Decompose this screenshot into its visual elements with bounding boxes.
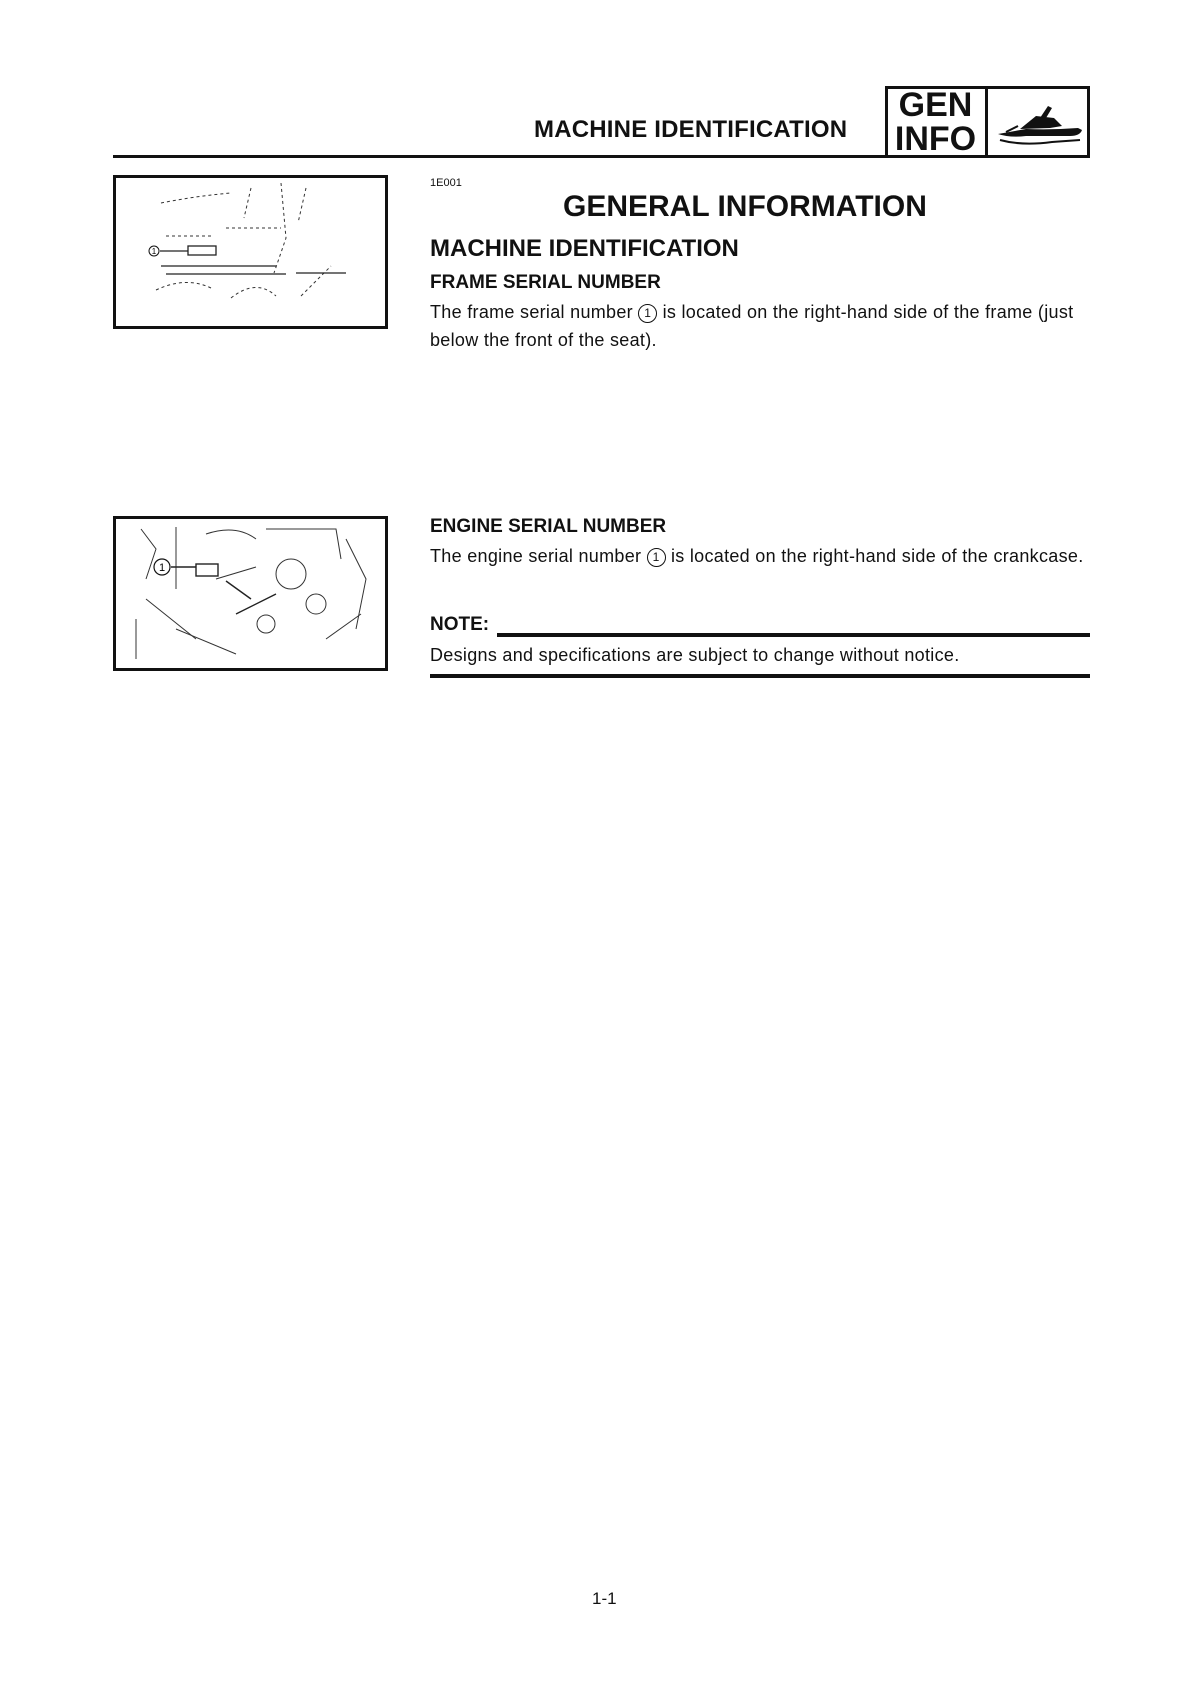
- frame-text-after: is located on the right-hand side of the frame (just below the front of the seat).: [430, 302, 1074, 350]
- engine-text-after: is located on the right-hand side of the crankcase.: [670, 546, 1084, 566]
- page-title: GENERAL INFORMATION: [563, 190, 927, 223]
- frame-figure-callout: 1: [151, 247, 157, 256]
- section-code: 1E001: [430, 177, 462, 189]
- note-rule-top: [497, 633, 1090, 637]
- section-subtitle: MACHINE IDENTIFICATION: [430, 235, 739, 262]
- engine-serial-paragraph: [430, 542, 1090, 570]
- engine-serial-figure: [113, 516, 388, 671]
- engine-serial-heading: ENGINE SERIAL NUMBER: [430, 516, 667, 537]
- engine-callout-marker: 1: [647, 548, 666, 567]
- engine-text-before: The engine serial number: [430, 546, 642, 566]
- section-tab-line1: GEN: [898, 86, 973, 124]
- note-label: NOTE:: [430, 614, 490, 635]
- running-header-title: MACHINE IDENTIFICATION: [534, 116, 848, 143]
- engine-figure-callout: 1: [158, 562, 166, 574]
- section-tab-line2: INFO: [894, 120, 977, 158]
- frame-text-before: The frame serial number: [430, 302, 633, 322]
- header-rule: [113, 155, 885, 158]
- note-rule-bottom: [430, 674, 1090, 678]
- frame-callout-marker: 1: [638, 304, 657, 323]
- frame-serial-paragraph: [430, 298, 1090, 354]
- snowmobile-icon: [992, 96, 1086, 152]
- section-tab-label: [886, 86, 988, 158]
- frame-serial-heading: FRAME SERIAL NUMBER: [430, 272, 661, 293]
- note-text: Designs and specifications are subject to change without notice.: [430, 645, 960, 665]
- page-number: 1-1: [592, 1589, 617, 1608]
- frame-serial-figure: [113, 175, 388, 329]
